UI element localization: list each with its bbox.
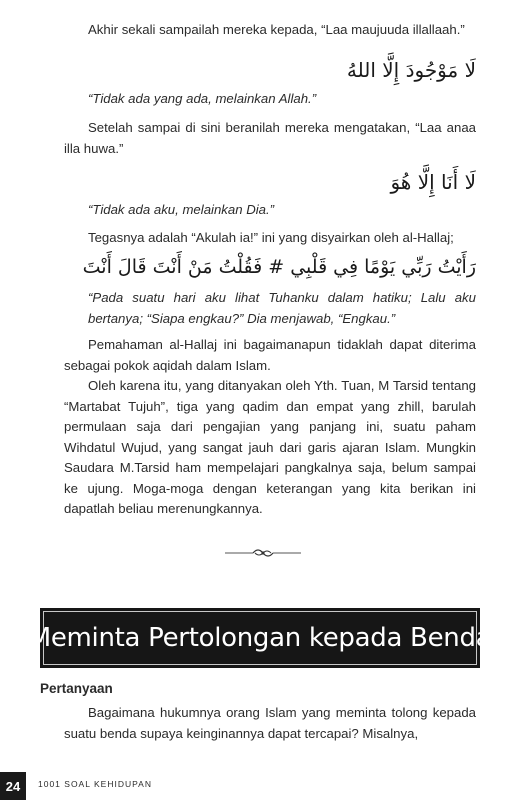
banner-frame [28,611,492,665]
translation-quote-1: “Tidak ada yang ada, melainkan Allah.” [88,91,317,106]
section-divider-ornament [225,546,301,560]
running-title: 1001 SOAL KEHIDUPAN [38,779,152,789]
arabic-verse-laa-anaa: لَا أَنَا إِلَّا هُوَ [390,170,476,194]
page-number-tab: 24 [0,772,26,800]
question-heading: Pertanyaan [40,681,113,696]
paragraph-al-hallaj: Tegasnya adalah “Akulah ia!” ini yang disyairkan oleh al-Hallaj; [88,230,454,245]
paragraph-laa-anaa: Setelah sampai di sini beranilah mereka mengatakan, “Laa anaa illa huwa.” [64,120,476,156]
translation-quote-3: “Pada suatu hari aku lihat Tuhanku dalam hatiku; Lalu aku bertanya; “Siapa engkau?” Dia menjawab, “Engkau.” [88,290,476,326]
arabic-poem-al-hallaj: رَأَيْتُ رَبِّي يَوْمًا فِي قَلْبِي # فَقُلْتُ مَنْ أَنْتَ قَالَ أَنْتَ [82,256,476,278]
translation-quote-2: “Tidak ada aku, melainkan Dia.” [88,202,275,217]
question-body: Bagaimana hukumnya orang Islam yang meminta tolong kepada suatu benda supaya keinginannya dapat tercapai? Misalnya, [64,705,476,741]
paragraph-not-accepted: Pemahaman al-Hallaj ini bagaimanapun tidaklah dapat diterima sebagai pokok aqidah dalam Islam. [64,337,476,373]
chapter-title: Meminta Pertolongan kepada Benda [28,623,492,653]
paragraph-martabat-tujuh: Oleh karena itu, yang ditanyakan oleh Yth. Tuan, M Tarsid tentang “Martabat Tujuh”, tiga yang qadim dan empat yang zhill, barulah permulaan saja dari pengajian yang panjang ini, suatu paham Wihdatul Wujud, yang sangat jauh dari garis ajaran Islam. Mungkin Saudara M.Tarsid ham mempelajari pangkalnya saja, belum sampai ke ujung. Moga-moga dengan keterangan yang kita berikan ini dapatlah beliau merenungkannya. [64,378,476,516]
paragraph-final-stage: Akhir sekali sampailah mereka kepada, “Laa maujuuda illallaah.” [88,22,465,37]
arabic-verse-laa-maujuuda: لَا مَوْجُودَ إِلَّا اللهُ [346,58,476,82]
chapter-title-banner [28,608,492,668]
